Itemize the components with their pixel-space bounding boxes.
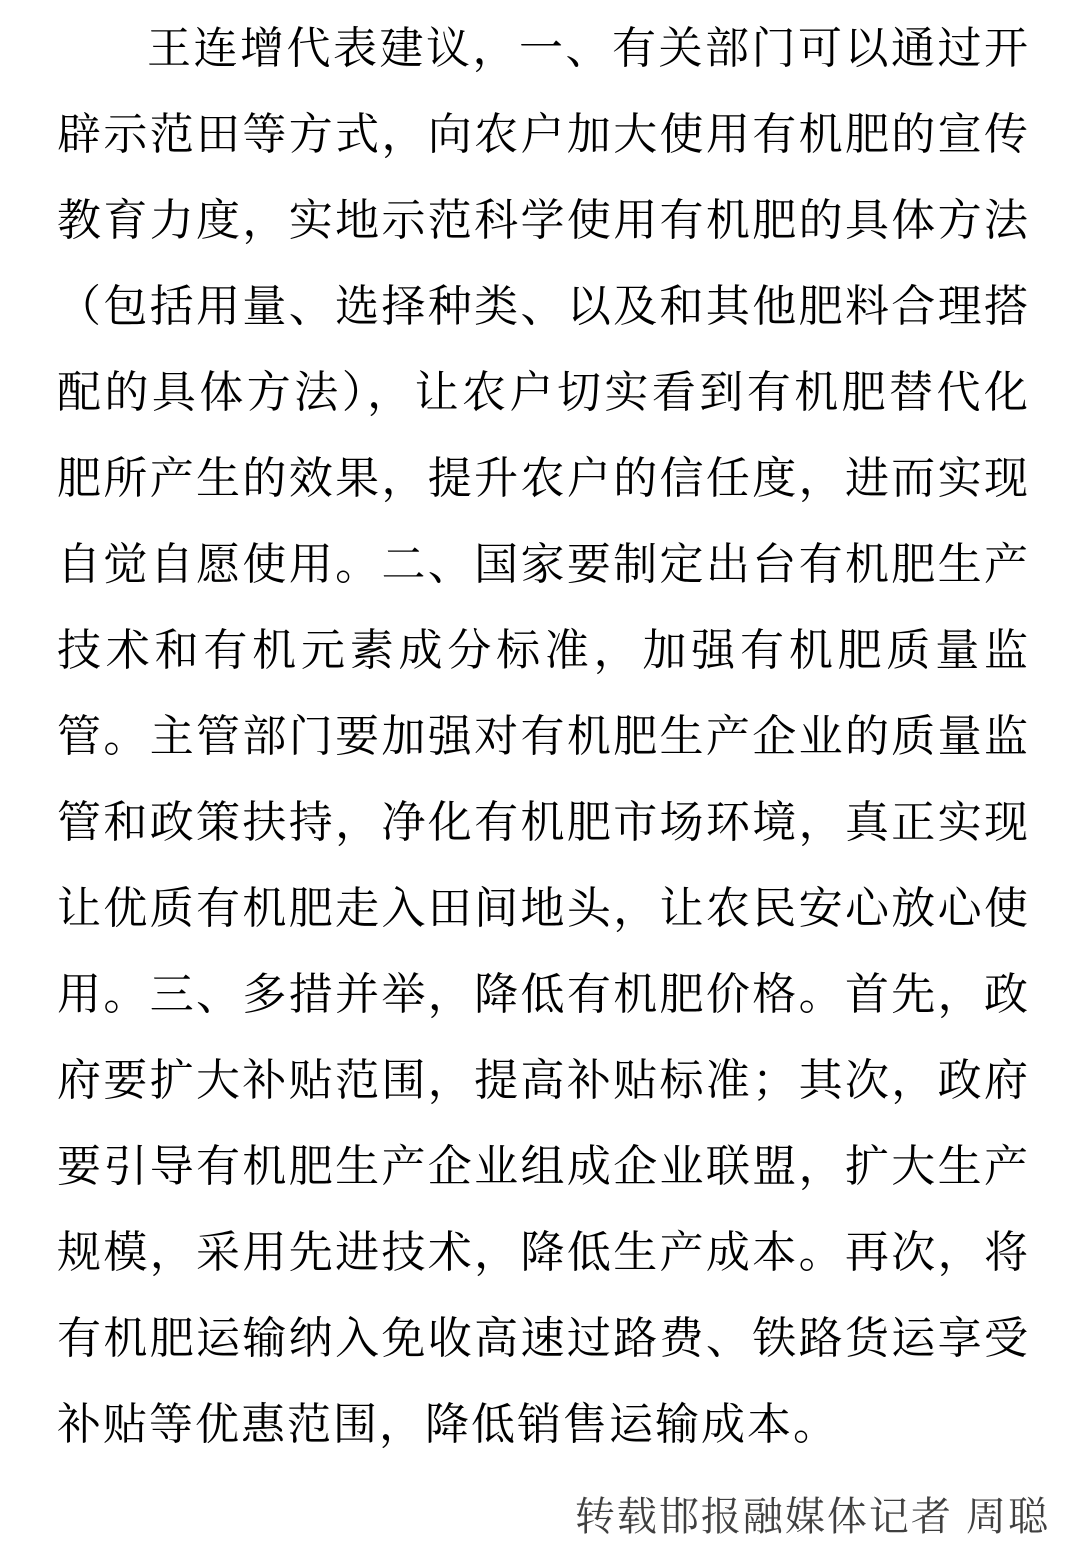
text-line: （包括用量、选择种类、以及和其他肥料合理搭 <box>57 282 1030 331</box>
text-line: 有机肥运输纳入免收高速过路费、铁路货运享受 <box>57 1314 1030 1363</box>
reporter-credit-line: 转载邯报融媒体记者 周聪 <box>574 1495 1050 1539</box>
text-line: 技术和有机元素成分标准，加强有机肥质量监 <box>57 626 1030 675</box>
text-line: 用。三、多措并举，降低有机肥价格。首先，政 <box>57 970 1030 1019</box>
article-body <box>57 6 1030 1468</box>
text-line: 让优质有机肥走入田间地头，让农民安心放心使 <box>57 884 1030 933</box>
text-line: 辟示范田等方式，向农户加大使用有机肥的宣传 <box>57 110 1030 159</box>
text-line: 肥所产生的效果，提升农户的信任度，进而实现 <box>57 454 1030 503</box>
text-line: 府要扩大补贴范围，提高补贴标准；其次，政府 <box>57 1056 1030 1105</box>
text-line: 教育力度，实地示范科学使用有机肥的具体方法 <box>57 196 1030 245</box>
text-line: 规模，采用先进技术，降低生产成本。再次，将 <box>57 1228 1030 1277</box>
text-line: 补贴等优惠范围，降低销售运输成本。 <box>57 1400 839 1449</box>
text-line: 自觉自愿使用。二、国家要制定出台有机肥生产 <box>57 540 1030 589</box>
text-line: 要引导有机肥生产企业组成企业联盟，扩大生产 <box>57 1142 1030 1191</box>
text-line: 管和政策扶持，净化有机肥市场环境，真正实现 <box>57 798 1030 847</box>
text-line: 管。主管部门要加强对有机肥生产企业的质量监 <box>57 712 1030 761</box>
text-line: 配的具体方法），让农户切实看到有机肥替代化 <box>57 368 1030 417</box>
text-line: 王连增代表建议，一、有关部门可以通过开 <box>147 24 1030 73</box>
